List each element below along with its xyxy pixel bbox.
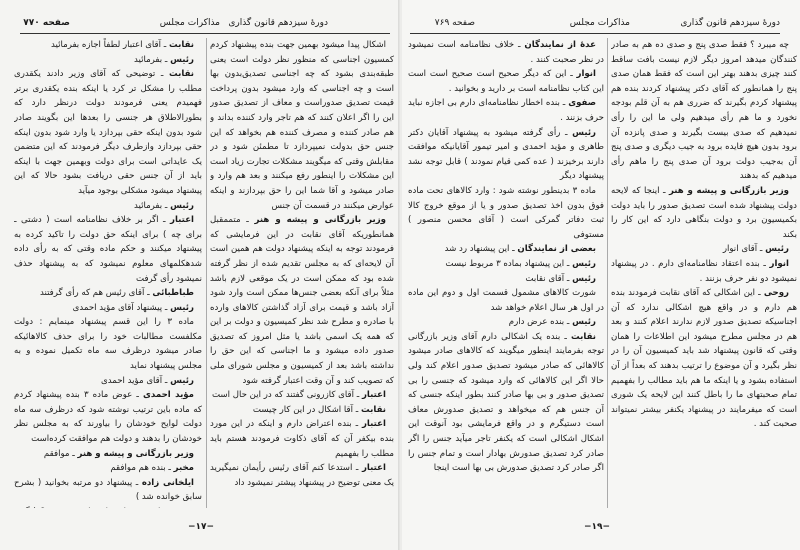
speaker-name: رئیس — [572, 258, 596, 269]
speaker-name: رئیس — [572, 127, 597, 138]
speech-paragraph — [408, 315, 604, 330]
speaker-name: رئیس — [572, 273, 596, 284]
speech-paragraph — [14, 38, 202, 53]
speaker-name: وزیر بازرگانی و پیشه و هنر — [77, 448, 194, 459]
speech-text: ماده ۳ بدینطور نوشته شود : وارد کالاهای تحت ماده فوق بدون اخذ تصدیق صدور و یا از موقع خروج کالا ثبت دفاتر گمرکی است ( آقای محسن منصور ) مستوفی — [408, 185, 604, 240]
speech-text: ـ بنده یک اشکالی دارم آقای وزیر بازرگانی توجه بفرمایند اینطور میگویند که کالاهای صادر میشود کالاهائی که صادر میشود تصدیق صدور اعلام کند ولی حالا اگر این کالاهائی که وارد میشود که جنسی را بی تصدیق صدور و بی بها صادر کنند بطور اینکه جنسی که آن جنس هم که میخواهد و تصدیق صدورش معاف است دستیگرم و در واقع فرمایشی بود آنوقت این اشکال اشکالی است که یکنفر تاجر میآید جنس را اگر صادر کرد تصدیق صدورش بهادار است و تمام جنس را اگر صادر کرد تصدیق صدورش بی بها است اینجا — [408, 331, 604, 474]
speech-text: ـ عوض ماده ۳ بنده پیشنهاد کردم که ماده باین ترتیب نوشته شود که درظرف سه ماه دولت لوایح خودشان را بیاورند که به مجلس نظر خودشان را بدهند و دولت هم موافقت کرده‌است — [14, 390, 202, 445]
speaker-name: نقابت — [361, 404, 386, 415]
column-divider — [206, 38, 207, 508]
right-page — [402, 0, 800, 550]
speech-text: ـ این که دیگر صحیح است صحیح است است این کتاب نظامنامه است بر دارید و بخوانید . — [408, 69, 604, 94]
speech-paragraph — [408, 38, 604, 67]
speech-paragraph — [210, 403, 394, 418]
header-rule — [20, 33, 390, 34]
speaker-name: نقابت — [169, 69, 194, 80]
speech-text: ـ استدعا کنم آقای رئیس رأیمان نمیگیرید یک معنی توضیح در پیشنهاد پیشتر نمیشود داد — [210, 463, 394, 488]
speech-paragraph — [210, 388, 394, 403]
speech-text: ـ آقای انوار — [722, 244, 763, 255]
speech-paragraph — [14, 447, 202, 462]
right-page-column-left — [408, 38, 604, 508]
speech-paragraph — [210, 417, 394, 461]
speech-text: ـ موافقم — [43, 448, 75, 459]
speaker-name: انوار — [769, 258, 789, 269]
speaker-name: اعتبار — [361, 390, 386, 401]
speech-text: ـ آقا اشکال در این کار چیست — [252, 404, 359, 415]
speech-paragraph — [14, 388, 202, 446]
speech-text: ـ متممقبل همانطوریکه آقای نقابت در این فرمایشی که فرمودند توجه به اینکه پیشنهاد دولت هم همین است آن لایحه‌ای که به مجلس تقدیم شده از نظر گرفته شده بود که ممکن است در یک موقعی لازم باشد مثلاً برای آنکه بعضی جنس‌ها ممکن است وارد شود آزاد باشد و قیمت برای آزاد گذاشتن کالاهای وارده با صادره و مطرح شد نظر کمیسیون و دولت بر این که همه یک اسمی باشد یا مثل امروز که تصدیق صدور داده میشود و ما اجناسی که این حق را نداشته باشد بعد از کمیسیون و مجلس شورای ملی که تصویب کند و آن وقت اعتبار گرفته شود — [210, 215, 394, 386]
speech-text: ـ آقای اعتبار لطفاً اجازه بفرمائید — [51, 40, 167, 50]
speech-text: ـ بنده اعتقاد نظامنامه‌ای دارم . در پیشنهاد نمیشود دو نفر حرف بزنند . — [611, 258, 797, 284]
speech-paragraph — [14, 461, 202, 476]
speaker-name: صفوی — [568, 98, 597, 109]
speaker-name: وزیر بازرگانی و پیشه و هنر — [668, 185, 789, 196]
speech-paragraph — [14, 505, 202, 508]
speaker-name: رئیس — [765, 244, 789, 255]
speech-paragraph — [14, 476, 202, 505]
speech-paragraph — [408, 96, 604, 125]
left-page-column-right — [210, 38, 394, 508]
page-label: صفحه ۷۷۰ — [23, 18, 70, 28]
speech-paragraph — [611, 286, 797, 432]
right-page-header — [402, 18, 800, 32]
journal-title: مذاکرات مجلس — [569, 18, 630, 28]
speech-text: ـ آقای کازرونی گفتند که در این حال است — [211, 390, 360, 401]
speech-paragraph — [14, 286, 202, 301]
speech-paragraph — [408, 257, 604, 272]
speaker-name: رئیس — [170, 54, 194, 65]
header-rule — [410, 33, 780, 34]
speech-text: ـ این پیشنهاد رد شد — [444, 244, 515, 255]
session-title: دورهٔ سیزدهم قانون گذاری — [228, 18, 328, 28]
speaker-name: مخبر — [173, 463, 194, 474]
speech-paragraph — [210, 213, 394, 388]
speaker-name: انوار — [576, 69, 596, 80]
speech-text: ـ بنده عرض دارم — [508, 317, 570, 328]
speech-text: شورت کالاهای مشمول قسمت اول و دوم این ماده در اول هر سال اعلام خواهد شد — [408, 288, 604, 313]
speech-text: ـ بفرمائید — [133, 200, 168, 211]
speech-text: ـ بنده اعتراض دارم و اینکه در این مورد بنده بیکفر آن که آقای ذکاوت فرمودند هستم باید مطلب را بفهمیم — [210, 419, 394, 459]
speech-paragraph — [408, 242, 604, 257]
speech-text: ـ بنده هم موافقم — [110, 463, 171, 474]
speech-paragraph — [14, 213, 202, 286]
speaker-name: طباطبائی — [152, 288, 194, 299]
speech-paragraph — [611, 257, 797, 286]
speaker-name: رئیس — [170, 200, 194, 211]
speaker-name: اعتبار — [361, 463, 386, 474]
right-page-column-right — [611, 38, 797, 508]
speech-paragraph — [14, 301, 202, 316]
speech-text: اشکال پیدا میشود بهمین جهت بنده پیشنهاد کردم کمسیون اجناسی که منظور نظر دولت است یعنی طبقه‌بندی بشود که چه اجناسی تصدیق‌بدون بها است و چه اجناسی که وارد میشود بدون پرداخت قیمت تصدیق صدوراست و معاف از تصدیق صدور این را اگر اعلان کنند که هم تاجر وارد کننده بداند و هم صادر کننده و مصرف کننده هم بخواهد که این جنس حق بدولت نمیپردازد تا مطمئن شود و در مقابلش وقتی که میگویند مشکلات تجارت زیاد است این مشکلات را اینطور رفع میکنند و بعد هم وارد و صادر میشود و آقا شما این را حق بپردازند و اینکه عوارض میکنند در قسمت آن جنس — [210, 40, 394, 211]
speech-text: ـ بفرمائید — [133, 54, 168, 65]
speech-text: ماده ۳ را این قسم پیشنهاد مینمایم : دولت مکلفست مطالبات خود را برای حذف کالاهائیکه صادر میشود درظرف سه ماه تکمیل نموده و به مجلس پیشنهاد نماید — [14, 317, 202, 372]
speaker-name: مؤید احمدی — [143, 390, 194, 401]
speech-paragraph — [408, 330, 604, 476]
speaker-name: رئیس — [170, 302, 194, 313]
speaker-name: اعتبار — [170, 215, 195, 226]
speech-paragraph — [611, 38, 797, 184]
speech-paragraph — [611, 184, 797, 242]
speech-text: ـ توضیحی که آقای وزیر دادند یکقدری مطلب را مشکل تر کرد یا اینکه بنده یکقدری برتر فهمیدم یعنی فرمودند دولت درنظر دارد که بطورالاطلاق هر جنسی را بعدها این بگویند صادر شود بدون اینکه حقی بپردازد یا وارد شود بدون اینکه حقی بپردازد وازطرف دیگر فرمودند که این متضمن یک عایداتی است برای دولت وبهمین جهت با اینکه باید از آن جنس حقی دریافت بشود حالا که این پیشنهاد میشود مشکلی بوجود میآید — [14, 69, 202, 196]
speaker-name: عدهٔ از نمایندگان — [524, 40, 596, 50]
speaker-name: بعضی از نمایندگان — [517, 244, 596, 255]
speech-text: ـ خلاف نظامنامه است نمیشود در نظر صحبت کنند . — [408, 40, 604, 65]
speaker-name: اعتبار — [361, 419, 386, 430]
speech-paragraph — [408, 126, 604, 184]
speech-text: چه میبرد ؟ فقط صدی پنج و صدی ده هم به صادر کنندگان میدهد امروز دیگر لازم نیست بافت ساقط کنند چیزی بدهند بهتر این است که فقط همان صدی پنج را همانطور که آقای دکتر پیشنهاد کردند بنده هم پیشنهاد کردم بگیرند که ضرری هم به آن قلم بودجه نخورد و ما هم رأی میدهیم ولی ما این را رأی نمیدهیم که صدی بیست بگیرند و صدی پانزده آن برود بدون هیچ فایده برود به جیب دیگری و صدی پنج آن به‌جیب دولت برود آن صدی پنج را ماهم رأی میدهیم که بدهند — [611, 40, 797, 182]
speaker-name: وزیر بازرگانی و پیشه و هنر — [254, 215, 386, 226]
column-divider — [607, 38, 608, 508]
speaker-name: نقابت — [571, 331, 596, 342]
speech-paragraph — [14, 53, 202, 68]
session-title: دورهٔ سیزدهم قانون گذاری — [680, 18, 780, 28]
speaker-name: ایلخانی زاده — [141, 477, 195, 488]
speech-paragraph — [14, 374, 202, 389]
speech-paragraph — [14, 67, 202, 198]
speech-paragraph — [14, 199, 202, 214]
speech-paragraph — [210, 461, 394, 490]
page-number: −۱۹− — [584, 522, 611, 532]
speaker-name: رئیس — [170, 375, 194, 386]
speaker-name: روحی — [763, 288, 790, 299]
speaker-name: نقابت — [169, 40, 194, 50]
speech-text: ـ اینجا که لایحه دولت پیشنهاد شده است تصدیق صدور را باید دولت بکمیسیون برد و دولت بنگاهی دارد که این کار را بکند — [611, 185, 797, 240]
left-page-column-left — [14, 38, 202, 508]
speech-text: ـ آقای مؤید احمدی — [101, 375, 168, 386]
speech-text: ـ اگر بر خلاف نظامنامه است ( دشتی ـ برای چه ) برای اینکه حق دولت را تاکید کرده به پیشنهاد میکنند و حکم ماده وقتی که به رأی داده شدهکلمهای معلوم نمیشود که به پیشنهاد حذف نمیشود رأی گرفت — [14, 215, 202, 284]
speaker-name — [170, 507, 194, 508]
speech-text: ـ این پیشنهاد بماده ۳ مربوط نیست — [445, 258, 570, 269]
journal-title: مذاکرات مجلس — [159, 18, 220, 28]
speech-paragraph — [210, 38, 394, 213]
speech-text: ـ پیشنهاد دو مرتبه بخوانید ( بشرح سابق خوانده شد ) — [14, 477, 202, 503]
speech-paragraph — [408, 286, 604, 315]
speech-paragraph — [408, 67, 604, 96]
speaker-name: رئیس — [572, 317, 596, 328]
speech-text: ـ پیشنهاد آقای مؤید احمدی — [72, 302, 168, 313]
speech-text: ـ رأی گرفته میشود به پیشنهاد آقایان دکتر طاهری و مؤید احمدی و امیر تیمور آقایانیکه موافقت دارند برخیزند ( عده کمی قیام نمودند ) قابل توجه نشد پیشنهاد دیگر — [408, 127, 604, 182]
left-page-header — [0, 18, 400, 32]
speech-paragraph — [408, 272, 604, 287]
page-number: −۱۷− — [188, 522, 215, 532]
speech-text: ـ آقای رئیس هم که رأی گرفتند — [39, 288, 150, 299]
speech-text: ـ آقای نقابت — [525, 273, 570, 284]
speech-text: ـ این اشکالی که آقای نقابت فرمودند بنده هم دارم و در واقع هیچ اشکالی ندارد که آن اجناسیکه تصدیق صدور لازم ندارند اعلام کنند و بعد هم در مجلس مطرح میشود این اطلاعات را همان وقتی که قانون پیشنهاد شد باید کمیسیون آن را در نظر بگیرد و آن موضوع را ترتیب بدهند که بعداً از آن استفاده بشود و یا اینکه ما هم باید مطالب را بفهمیم تمام صحبتهای ما را باطل کنند این لایحه یک شوری است که میفرمایند در پیشنهاد یکنفر بیشتر نمیتواند صحبت کند . — [611, 288, 797, 430]
speech-paragraph — [14, 315, 202, 373]
page-label: صفحه ۷۶۹ — [434, 18, 475, 28]
speech-paragraph — [611, 242, 797, 257]
speech-text: ـ بنده اخطار نظامنامه‌ای دارم بی اجازه نباید حرف بزنند . — [408, 98, 604, 123]
speech-paragraph — [408, 184, 604, 242]
